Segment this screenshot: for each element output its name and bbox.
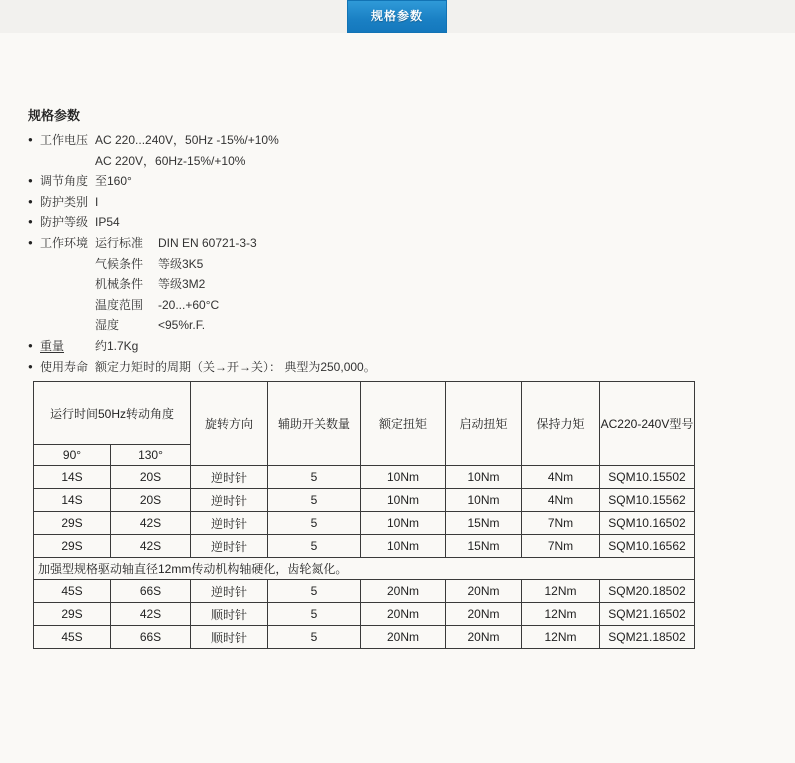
table-cell-model: SQM20.18502 <box>600 580 695 603</box>
table-cell: 7Nm <box>522 512 600 535</box>
table-cell: 顺时针 <box>191 626 268 649</box>
spec-value: 额定力矩时的周期（关→开→关）： 典型为250,000。 <box>95 359 376 374</box>
table-cell-model: SQM10.15562 <box>600 489 695 512</box>
table-cell: 14S <box>34 466 111 489</box>
table-cell: 42S <box>111 603 191 626</box>
top-tab-strip <box>0 0 795 33</box>
spec-row-voltage <box>28 130 748 151</box>
table-row <box>34 489 695 512</box>
table-cell: 12Nm <box>522 626 600 649</box>
table-cell: 29S <box>34 535 111 558</box>
table-cell: 45S <box>34 626 111 649</box>
table-cell: 5 <box>268 466 361 489</box>
bullet-icon: ● <box>28 217 33 227</box>
table-cell: 顺时针 <box>191 603 268 626</box>
table-cell: 5 <box>268 489 361 512</box>
spec-value: DIN EN 60721-3-3 <box>158 235 257 250</box>
table-cell: 12Nm <box>522 580 600 603</box>
table-cell: 15Nm <box>446 512 522 535</box>
table-cell: 10Nm <box>361 466 446 489</box>
spec-sublabel: 机械条件 <box>95 277 144 292</box>
header-angle-90: 90° <box>34 445 111 466</box>
header-rated-torque: 额定扭矩 <box>361 382 446 466</box>
spec-row-weight <box>28 336 748 357</box>
spec-row-ip-rating <box>28 212 748 233</box>
table-cell-model: SQM10.16562 <box>600 535 695 558</box>
spec-row-humidity <box>28 315 748 336</box>
spec-value: I <box>95 194 99 209</box>
table-cell: 4Nm <box>522 466 600 489</box>
table-cell: 5 <box>268 626 361 649</box>
spec-label: 重量 <box>40 338 65 353</box>
bullet-icon: ● <box>28 196 33 206</box>
table-note-row <box>34 558 695 580</box>
spec-value: -20...+60°C <box>158 297 220 312</box>
table-row <box>34 466 695 489</box>
spec-sublabel: 温度范围 <box>95 297 144 312</box>
spec-label: 防护等级 <box>40 215 89 230</box>
table-cell: 20Nm <box>361 626 446 649</box>
page-title: 规格参数 <box>28 108 81 123</box>
header-model: AC220-240V型号 <box>600 382 695 466</box>
header-angle-130: 130° <box>111 445 191 466</box>
table-cell-model: SQM10.15502 <box>600 466 695 489</box>
spec-sublabel: 运行标准 <box>95 235 144 250</box>
bullet-icon: ● <box>28 237 33 247</box>
table-cell: 29S <box>34 512 111 535</box>
table-row <box>34 535 695 558</box>
header-holding-torque: 保持力矩 <box>522 382 600 466</box>
spec-row-temperature <box>28 295 748 316</box>
table-cell: 7Nm <box>522 535 600 558</box>
table-cell: 20Nm <box>446 580 522 603</box>
spec-sublabel: 湿度 <box>95 318 120 333</box>
spec-value: <95%r.F. <box>158 318 206 333</box>
table-cell: 5 <box>268 603 361 626</box>
table-cell: 42S <box>111 535 191 558</box>
table-cell: 29S <box>34 603 111 626</box>
spec-table <box>33 381 695 649</box>
table-cell: 20Nm <box>361 603 446 626</box>
table-cell: 42S <box>111 512 191 535</box>
table-cell: 66S <box>111 626 191 649</box>
spec-list <box>28 130 748 377</box>
table-header-row-1 <box>34 382 695 445</box>
table-cell: 66S <box>111 580 191 603</box>
table-cell-model: SQM21.16502 <box>600 603 695 626</box>
spec-row-voltage-2 <box>28 151 748 172</box>
table-cell: 5 <box>268 580 361 603</box>
table-cell: 20S <box>111 489 191 512</box>
spec-row-angle <box>28 171 748 192</box>
table-cell: 20S <box>111 466 191 489</box>
bullet-icon: ● <box>28 361 33 371</box>
table-cell: 4Nm <box>522 489 600 512</box>
table-cell: 10Nm <box>361 535 446 558</box>
table-cell-model: SQM21.18502 <box>600 626 695 649</box>
spec-label: 工作环境 <box>40 235 89 250</box>
table-row <box>34 580 695 603</box>
bullet-icon: ● <box>28 176 33 186</box>
table-cell: 逆时针 <box>191 580 268 603</box>
spec-label: 使用寿命 <box>40 359 89 374</box>
spec-value: AC 220V，60Hz-15%/+10% <box>95 153 246 168</box>
table-cell: 逆时针 <box>191 512 268 535</box>
table-cell: 10Nm <box>446 466 522 489</box>
spec-label: 调节角度 <box>40 174 89 189</box>
header-rotation: 旋转方向 <box>191 382 268 466</box>
spec-value: IP54 <box>95 215 120 230</box>
table-cell: 12Nm <box>522 603 600 626</box>
table-cell: 5 <box>268 535 361 558</box>
table-cell: 20Nm <box>361 580 446 603</box>
table-cell: 20Nm <box>446 626 522 649</box>
table-row <box>34 603 695 626</box>
table-cell: 5 <box>268 512 361 535</box>
spec-value: 等级3M2 <box>158 277 206 292</box>
table-cell: 20Nm <box>446 603 522 626</box>
spec-label: 防护类别 <box>40 194 89 209</box>
table-cell: 15Nm <box>446 535 522 558</box>
bullet-icon: ● <box>28 135 33 144</box>
bullet-icon: ● <box>28 340 33 350</box>
table-row <box>34 626 695 649</box>
spec-row-climate <box>28 254 748 275</box>
table-cell: 10Nm <box>361 489 446 512</box>
spec-row-protection-class <box>28 192 748 213</box>
header-starting-torque: 启动扭矩 <box>446 382 522 466</box>
table-cell-model: SQM10.16502 <box>600 512 695 535</box>
spec-value: 至160° <box>95 174 132 189</box>
spec-value: AC 220...240V，50Hz -15%/+10% <box>95 133 279 147</box>
spec-row-environment-standard <box>28 233 748 254</box>
table-cell: 10Nm <box>361 512 446 535</box>
spec-sublabel: 气候条件 <box>95 256 144 271</box>
table-note-cell: 加强型规格驱动轴直径12mm传动机构轴硬化，齿轮氮化。 <box>34 558 695 580</box>
spec-row-service-life <box>28 357 748 378</box>
table-cell: 逆时针 <box>191 466 268 489</box>
tab-spec-params[interactable]: 规格参数 <box>347 0 447 33</box>
spec-label: 工作电压 <box>40 133 89 147</box>
table-cell: 45S <box>34 580 111 603</box>
table-cell: 逆时针 <box>191 535 268 558</box>
spec-row-mechanical <box>28 274 748 295</box>
table-cell: 14S <box>34 489 111 512</box>
header-runtime-group: 运行时间50Hz转动角度 <box>34 382 191 445</box>
spec-value: 约1.7Kg <box>95 338 139 353</box>
table-cell: 逆时针 <box>191 489 268 512</box>
table-row <box>34 512 695 535</box>
spec-value: 等级3K5 <box>158 256 204 271</box>
table-cell: 10Nm <box>446 489 522 512</box>
header-aux-switches: 辅助开关数量 <box>268 382 361 466</box>
